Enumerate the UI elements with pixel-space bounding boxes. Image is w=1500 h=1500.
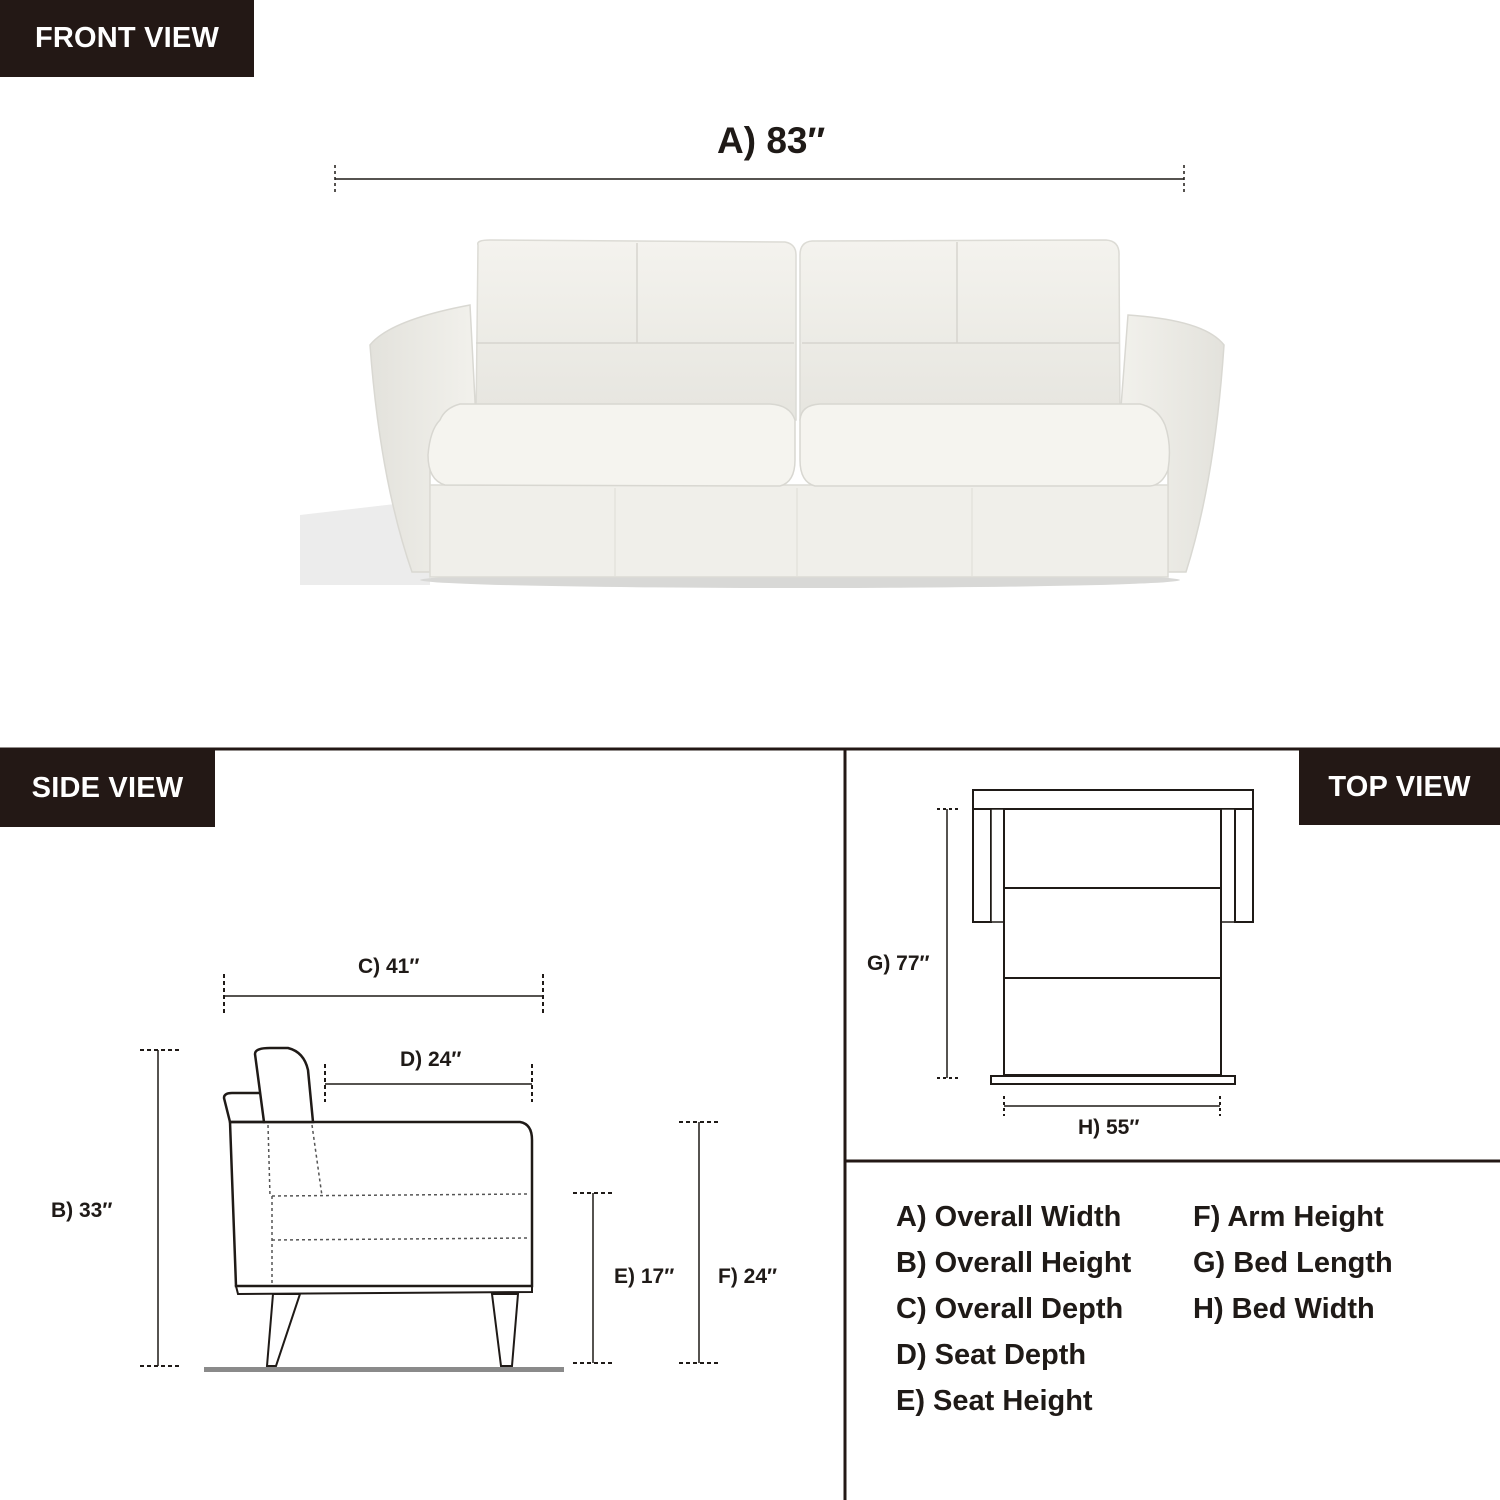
legend-item-d: D) Seat Depth — [896, 1339, 1087, 1371]
legend-column-2 — [1193, 1194, 1393, 1332]
dimension-e-label: E) 17″ — [614, 1265, 675, 1288]
legend-item-h: H) Bed Width — [1193, 1293, 1375, 1325]
legend-item-e: E) Seat Height — [896, 1385, 1093, 1417]
front-view-label: FRONT VIEW — [0, 0, 254, 77]
legend-item-f: F) Arm Height — [1193, 1201, 1384, 1233]
legend-column-1 — [896, 1194, 1131, 1424]
dimension-h-label: H) 55″ — [1078, 1116, 1140, 1139]
dimension-d-label: D) 24″ — [400, 1048, 462, 1071]
dimension-c-label: C) 41″ — [358, 955, 420, 978]
legend-item-b: B) Overall Height — [896, 1247, 1132, 1279]
dimension-g-label: G) 77″ — [867, 952, 930, 975]
legend-item-g: G) Bed Length — [1193, 1247, 1393, 1279]
dimension-b-label: B) 33″ — [51, 1199, 113, 1222]
side-view-label: SIDE VIEW — [0, 749, 215, 827]
legend-item-c: C) Overall Depth — [896, 1293, 1124, 1325]
legend-item-a: A) Overall Width — [896, 1201, 1122, 1233]
dimension-a-label: A) 83″ — [717, 120, 826, 161]
top-view-label: TOP VIEW — [1299, 749, 1500, 825]
dimension-f-label: F) 24″ — [718, 1265, 778, 1288]
